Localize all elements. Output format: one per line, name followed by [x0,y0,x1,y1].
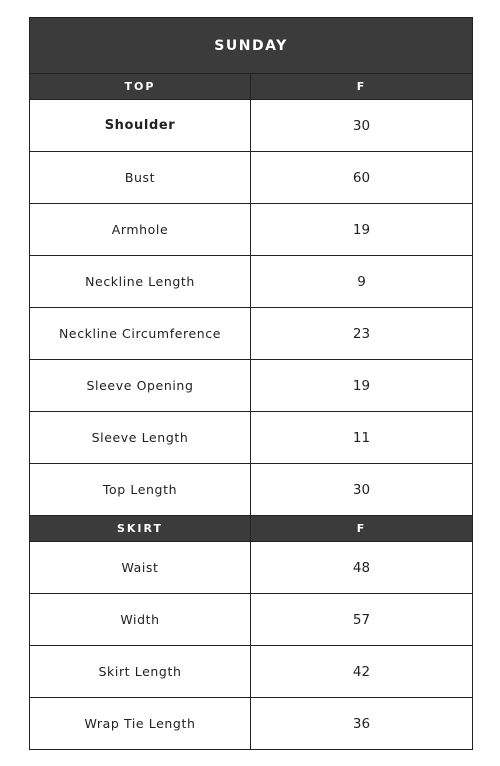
row-label: Neckline Length [30,256,251,307]
row-label: Skirt Length [30,646,251,697]
table-row [30,646,472,698]
row-label: Top Length [30,464,251,515]
table-row [30,594,472,646]
skirt-header-label: SKIRT [30,516,251,541]
row-value: 30 [352,117,371,134]
table-row [30,464,472,516]
table-row [30,698,472,749]
table-row [30,542,472,594]
row-value: 19 [352,377,371,394]
row-value: 23 [352,325,371,342]
skirt-header-size: F [356,522,367,535]
skirt-section-header [30,516,472,542]
row-value: 30 [352,481,371,498]
row-label: Wrap Tie Length [30,698,251,749]
top-header-label: TOP [30,74,251,99]
row-label: Waist [30,542,251,593]
table-row [30,204,472,256]
row-value: 11 [352,429,371,446]
row-label: Sleeve Length [30,412,251,463]
table-row [30,308,472,360]
row-value: 60 [352,169,371,186]
row-value: 19 [352,221,371,238]
table-row [30,152,472,204]
row-label: Neckline Circumference [30,308,251,359]
table-row [30,360,472,412]
row-value: 36 [352,715,371,732]
row-label: Shoulder [30,100,251,151]
table-row [30,412,472,464]
size-chart-table [29,17,473,750]
table-row [30,100,472,152]
row-label: Bust [30,152,251,203]
table-row [30,256,472,308]
row-label: Armhole [30,204,251,255]
table-title: SUNDAY [30,18,472,74]
row-label: Width [30,594,251,645]
row-value: 9 [357,273,366,290]
row-value: 42 [352,663,371,680]
top-section-header [30,74,472,100]
row-label: Sleeve Opening [30,360,251,411]
row-value: 57 [352,611,371,628]
row-value: 48 [352,559,371,576]
top-header-size: F [356,80,367,93]
